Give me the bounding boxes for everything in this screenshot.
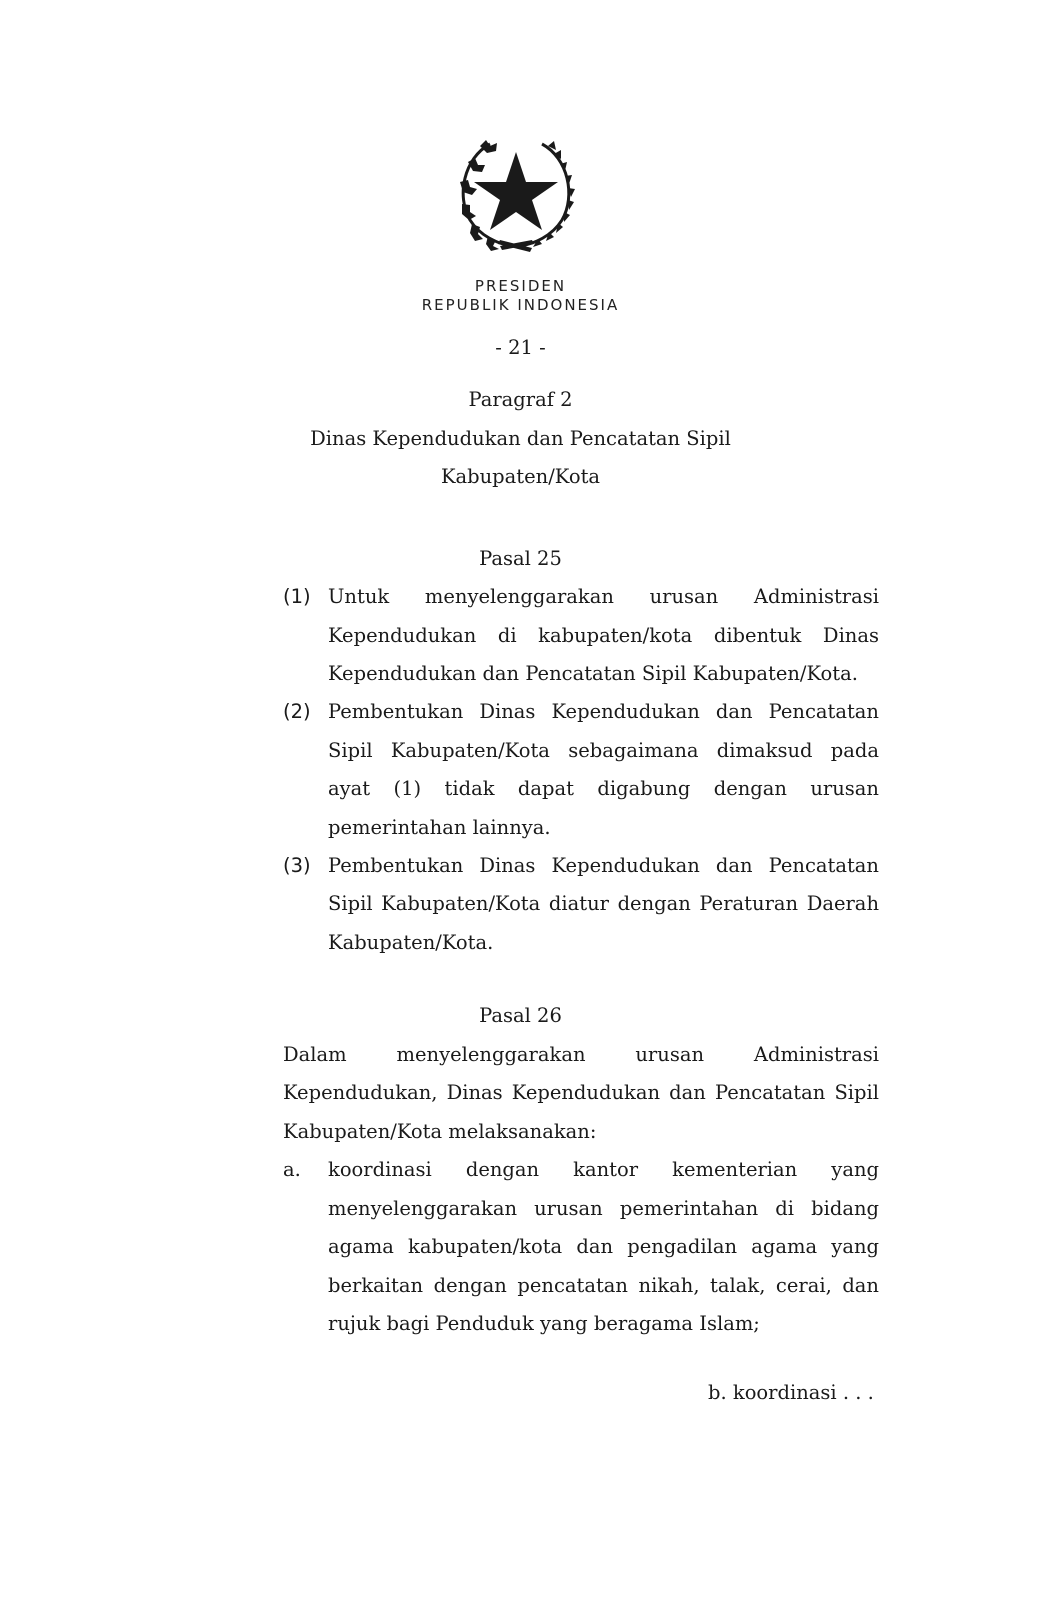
pasal-25-item-1-line: Kependudukan dan Pencatatan Sipil Kabupaten/Kota. bbox=[328, 662, 858, 685]
pasal-25-item-2-line: Pembentukan Dinas Kependudukan dan Pencatatan bbox=[328, 700, 879, 723]
section-heading-line2: Kabupaten/Kota bbox=[440, 465, 601, 488]
pasal-26-intro-line: Dalam menyelenggarakan urusan Administrasi bbox=[283, 1043, 879, 1066]
pasal-25-item-2-line: Sipil Kabupaten/Kota sebagaimana dimaksud pada bbox=[328, 739, 879, 762]
pasal-26-item-a-line: rujuk bagi Penduduk yang beragama Islam; bbox=[328, 1312, 760, 1335]
pasal-26-item-a-letter: a. bbox=[283, 1158, 301, 1181]
pasal-25-item-2-line: ayat (1) tidak dapat digabung dengan urusan bbox=[328, 777, 879, 800]
institution-name-line2: REPUBLIK INDONESIA bbox=[421, 296, 620, 314]
pasal-25-item-3-line: Pembentukan Dinas Kependudukan dan Pencatatan bbox=[328, 854, 879, 877]
pasal-26-item-a-line: berkaitan dengan pencatatan nikah, talak, cerai, dan bbox=[328, 1274, 879, 1297]
pasal-26-item-a-line: koordinasi dengan kantor kementerian yang bbox=[328, 1158, 879, 1181]
pasal-26-item-a-line: agama kabupaten/kota dan pengadilan agama yang bbox=[328, 1235, 879, 1258]
pasal-25-item-2-number: (2) bbox=[283, 700, 311, 723]
pasal-26-item-a-line: menyelenggarakan urusan pemerintahan di bidang bbox=[328, 1197, 879, 1220]
pasal-25-item-3-line: Sipil Kabupaten/Kota diatur dengan Peraturan Daerah bbox=[328, 892, 879, 915]
paragraph-label: Paragraf 2 bbox=[468, 388, 573, 411]
pasal-25-title: Pasal 25 bbox=[479, 547, 562, 570]
pasal-26-title: Pasal 26 bbox=[479, 1004, 562, 1027]
pasal-25-item-3-number: (3) bbox=[283, 854, 311, 877]
pasal-25-item-2-line: pemerintahan lainnya. bbox=[328, 816, 551, 839]
pasal-25-item-3-line: Kabupaten/Kota. bbox=[328, 931, 494, 954]
section-heading-line1: Dinas Kependudukan dan Pencatatan Sipil bbox=[310, 427, 731, 450]
institution-name-line1: PRESIDEN bbox=[474, 277, 567, 295]
pasal-26-intro-line: Kependudukan, Dinas Kependudukan dan Pencatatan Sipil bbox=[283, 1081, 879, 1104]
page-number: - 21 - bbox=[495, 336, 546, 359]
pasal-26-intro-line: Kabupaten/Kota melaksanakan: bbox=[283, 1120, 597, 1143]
pasal-25-item-1-line: Kependudukan di kabupaten/kota dibentuk Dinas bbox=[328, 624, 879, 647]
pasal-25-item-1-line: Untuk menyelenggarakan urusan Administrasi bbox=[328, 585, 879, 608]
continuation-catchword: b. koordinasi . . . bbox=[708, 1381, 874, 1404]
presidential-emblem bbox=[450, 128, 582, 254]
pasal-25-item-1-number: (1) bbox=[283, 585, 311, 608]
